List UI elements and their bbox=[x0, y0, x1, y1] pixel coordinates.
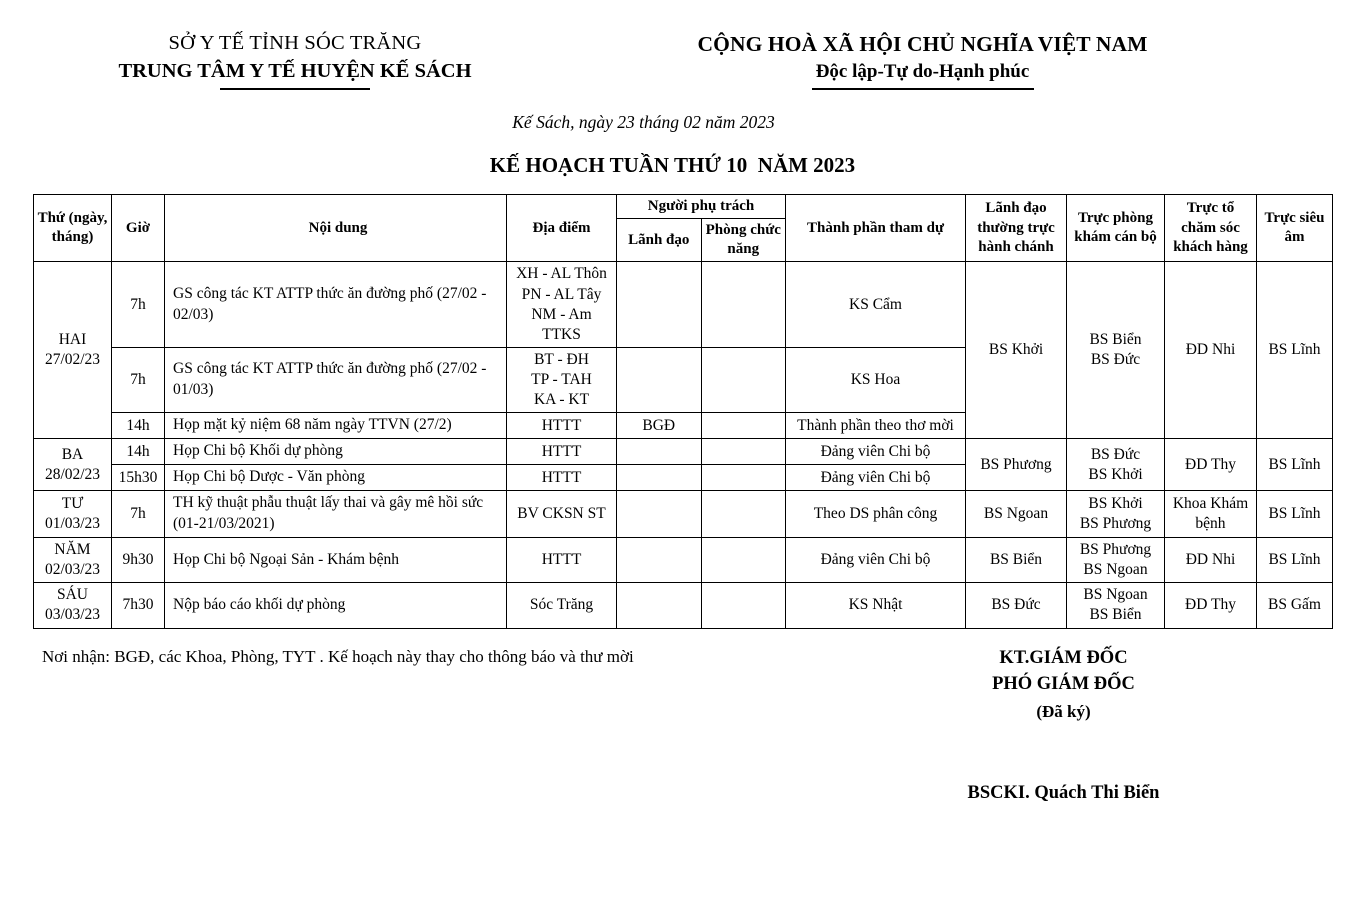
recipients-note: Nơi nhận: BGĐ, các Khoa, Phòng, TYT . Kế hoạch này thay cho thông báo và thư mời bbox=[42, 646, 634, 666]
cell-customer-duty: ĐD Thy bbox=[1165, 583, 1257, 628]
cell-leader bbox=[617, 439, 702, 465]
cell-dept bbox=[701, 538, 786, 583]
cell-content: Họp Chi bộ Dược - Văn phòng bbox=[165, 465, 507, 491]
cell-attendees: Thành phần theo thơ mời bbox=[786, 413, 966, 439]
cell-dept bbox=[701, 439, 786, 465]
cell-leader bbox=[617, 347, 702, 412]
cell-attendees: KS Cẩm bbox=[786, 262, 966, 348]
cell-content: GS công tác KT ATTP thức ăn đường phố (27/02 - 02/03) bbox=[165, 262, 507, 348]
document-footer bbox=[0, 645, 1345, 804]
cell-place: BT - ĐH TP - TAH KA - KT bbox=[507, 347, 617, 412]
cell-content: GS công tác KT ATTP thức ăn đường phố (27/02 - 01/03) bbox=[165, 347, 507, 412]
cell-admin-duty: BS Ngoan bbox=[966, 491, 1067, 538]
cell-dept bbox=[701, 413, 786, 439]
cell-ultrasound-duty: BS Lĩnh bbox=[1257, 538, 1333, 583]
national-motto: Độc lập-Tự do-Hạnh phúc bbox=[815, 61, 1030, 83]
national-title: CỘNG HOÀ XÃ HỘI CHỦ NGHĨA VIỆT NAM bbox=[697, 32, 1148, 56]
signature-name: BSCKI. Quách Thi Biển bbox=[967, 782, 1160, 803]
cell-day: TƯ 01/03/23 bbox=[34, 491, 112, 538]
cell-time: 14h bbox=[112, 439, 165, 465]
national-heading-block bbox=[560, 30, 1345, 90]
schedule-table-wrapper bbox=[33, 194, 1333, 629]
col-header-content: Nội dung bbox=[165, 194, 507, 262]
signature-block bbox=[862, 645, 1345, 804]
cell-time: 7h30 bbox=[112, 583, 165, 628]
cell-admin-duty: BS Phương bbox=[966, 439, 1067, 491]
table-body bbox=[34, 262, 1333, 628]
header-row-1 bbox=[34, 194, 1333, 218]
cell-leader bbox=[617, 465, 702, 491]
organization-underline bbox=[220, 88, 370, 90]
cell-content: TH kỹ thuật phẫu thuật lấy thai và gây mê hồi sức (01-21/03/2021) bbox=[165, 491, 507, 538]
col-header-place: Địa điểm bbox=[507, 194, 617, 262]
weekly-schedule-table bbox=[33, 194, 1333, 629]
cell-day: HAI 27/02/23 bbox=[34, 262, 112, 439]
cell-admin-duty: BS Biển bbox=[966, 538, 1067, 583]
document-header bbox=[0, 0, 1345, 90]
cell-clinic-duty: BS Biển BS Đức bbox=[1067, 262, 1165, 439]
cell-attendees: Đảng viên Chi bộ bbox=[786, 439, 966, 465]
cell-ultrasound-duty: BS Gấm bbox=[1257, 583, 1333, 628]
table-head bbox=[34, 194, 1333, 262]
cell-attendees: KS Hoa bbox=[786, 347, 966, 412]
place-and-date: Kế Sách, ngày 23 tháng 02 năm 2023 bbox=[512, 111, 775, 132]
cell-leader bbox=[617, 262, 702, 348]
organization-name: TRUNG TÂM Y TẾ HUYỆN KẾ SÁCH bbox=[118, 59, 472, 82]
cell-time: 14h bbox=[112, 413, 165, 439]
col-header-clinic-duty: Trực phòng khám cán bộ bbox=[1067, 194, 1165, 262]
cell-clinic-duty: BS Đức BS Khởi bbox=[1067, 439, 1165, 491]
cell-dept bbox=[701, 347, 786, 412]
cell-leader bbox=[617, 491, 702, 538]
cell-ultrasound-duty: BS Lĩnh bbox=[1257, 439, 1333, 491]
cell-attendees: Đảng viên Chi bộ bbox=[786, 538, 966, 583]
cell-attendees: Theo DS phân công bbox=[786, 491, 966, 538]
cell-place: XH - AL Thôn PN - AL Tây NM - Am TTKS bbox=[507, 262, 617, 348]
cell-place: HTTT bbox=[507, 538, 617, 583]
cell-dept bbox=[701, 491, 786, 538]
col-header-ultrasound-duty: Trực siêu âm bbox=[1257, 194, 1333, 262]
cell-content: Họp mặt kỷ niệm 68 năm ngày TTVN (27/2) bbox=[165, 413, 507, 439]
cell-day: NĂM 02/03/23 bbox=[34, 538, 112, 583]
col-header-incharge: Người phụ trách bbox=[617, 194, 786, 218]
cell-place: HTTT bbox=[507, 439, 617, 465]
cell-place: Sóc Trăng bbox=[507, 583, 617, 628]
cell-content: Họp Chi bộ Ngoại Sản - Khám bệnh bbox=[165, 538, 507, 583]
cell-dept bbox=[701, 583, 786, 628]
signature-title-1: KT.GIÁM ĐỐC bbox=[999, 647, 1128, 668]
table-row bbox=[34, 262, 1333, 348]
cell-clinic-duty: BS Phương BS Ngoan bbox=[1067, 538, 1165, 583]
table-row bbox=[34, 439, 1333, 465]
cell-leader: BGĐ bbox=[617, 413, 702, 439]
cell-leader bbox=[617, 538, 702, 583]
col-header-time: Giờ bbox=[112, 194, 165, 262]
table-row bbox=[34, 538, 1333, 583]
cell-leader bbox=[617, 583, 702, 628]
organization-block bbox=[0, 30, 560, 90]
cell-time: 7h bbox=[112, 347, 165, 412]
table-row bbox=[34, 583, 1333, 628]
cell-clinic-duty: BS Ngoan BS Biển bbox=[1067, 583, 1165, 628]
cell-content: Họp Chi bộ Khối dự phòng bbox=[165, 439, 507, 465]
cell-day: SÁU 03/03/23 bbox=[34, 583, 112, 628]
page-title: KẾ HOẠCH TUẦN THỨ 10 NĂM 2023 bbox=[489, 152, 856, 177]
cell-customer-duty: ĐD Nhi bbox=[1165, 262, 1257, 439]
col-header-incharge-dept: Phòng chức năng bbox=[701, 219, 786, 262]
cell-dept bbox=[701, 465, 786, 491]
cell-customer-duty: Khoa Khám bệnh bbox=[1165, 491, 1257, 538]
cell-time: 7h bbox=[112, 262, 165, 348]
cell-attendees: KS Nhật bbox=[786, 583, 966, 628]
cell-customer-duty: ĐD Thy bbox=[1165, 439, 1257, 491]
cell-admin-duty: BS Khởi bbox=[966, 262, 1067, 439]
col-header-incharge-leader: Lãnh đạo bbox=[617, 219, 702, 262]
signature-title-2: PHÓ GIÁM ĐỐC bbox=[992, 674, 1135, 695]
cell-day: BA 28/02/23 bbox=[34, 439, 112, 491]
parent-organization: SỞ Y TẾ TỈNH SÓC TRĂNG bbox=[168, 32, 422, 54]
cell-time: 15h30 bbox=[112, 465, 165, 491]
cell-place: HTTT bbox=[507, 413, 617, 439]
cell-time: 7h bbox=[112, 491, 165, 538]
col-header-customer-duty: Trực tổ chăm sóc khách hàng bbox=[1165, 194, 1257, 262]
motto-underline bbox=[812, 88, 1034, 90]
cell-attendees: Đảng viên Chi bộ bbox=[786, 465, 966, 491]
cell-clinic-duty: BS Khởi BS Phương bbox=[1067, 491, 1165, 538]
cell-ultrasound-duty: BS Lĩnh bbox=[1257, 262, 1333, 439]
col-header-day: Thứ (ngày, tháng) bbox=[34, 194, 112, 262]
cell-admin-duty: BS Đức bbox=[966, 583, 1067, 628]
cell-time: 9h30 bbox=[112, 538, 165, 583]
cell-customer-duty: ĐD Nhi bbox=[1165, 538, 1257, 583]
cell-place: HTTT bbox=[507, 465, 617, 491]
table-row bbox=[34, 491, 1333, 538]
cell-place: BV CKSN ST bbox=[507, 491, 617, 538]
signature-signed-mark: (Đã ký) bbox=[1036, 702, 1091, 722]
col-header-admin-duty: Lãnh đạo thường trực hành chánh bbox=[966, 194, 1067, 262]
cell-dept bbox=[701, 262, 786, 348]
cell-ultrasound-duty: BS Lĩnh bbox=[1257, 491, 1333, 538]
col-header-attendees: Thành phần tham dự bbox=[786, 194, 966, 262]
cell-content: Nộp báo cáo khối dự phòng bbox=[165, 583, 507, 628]
